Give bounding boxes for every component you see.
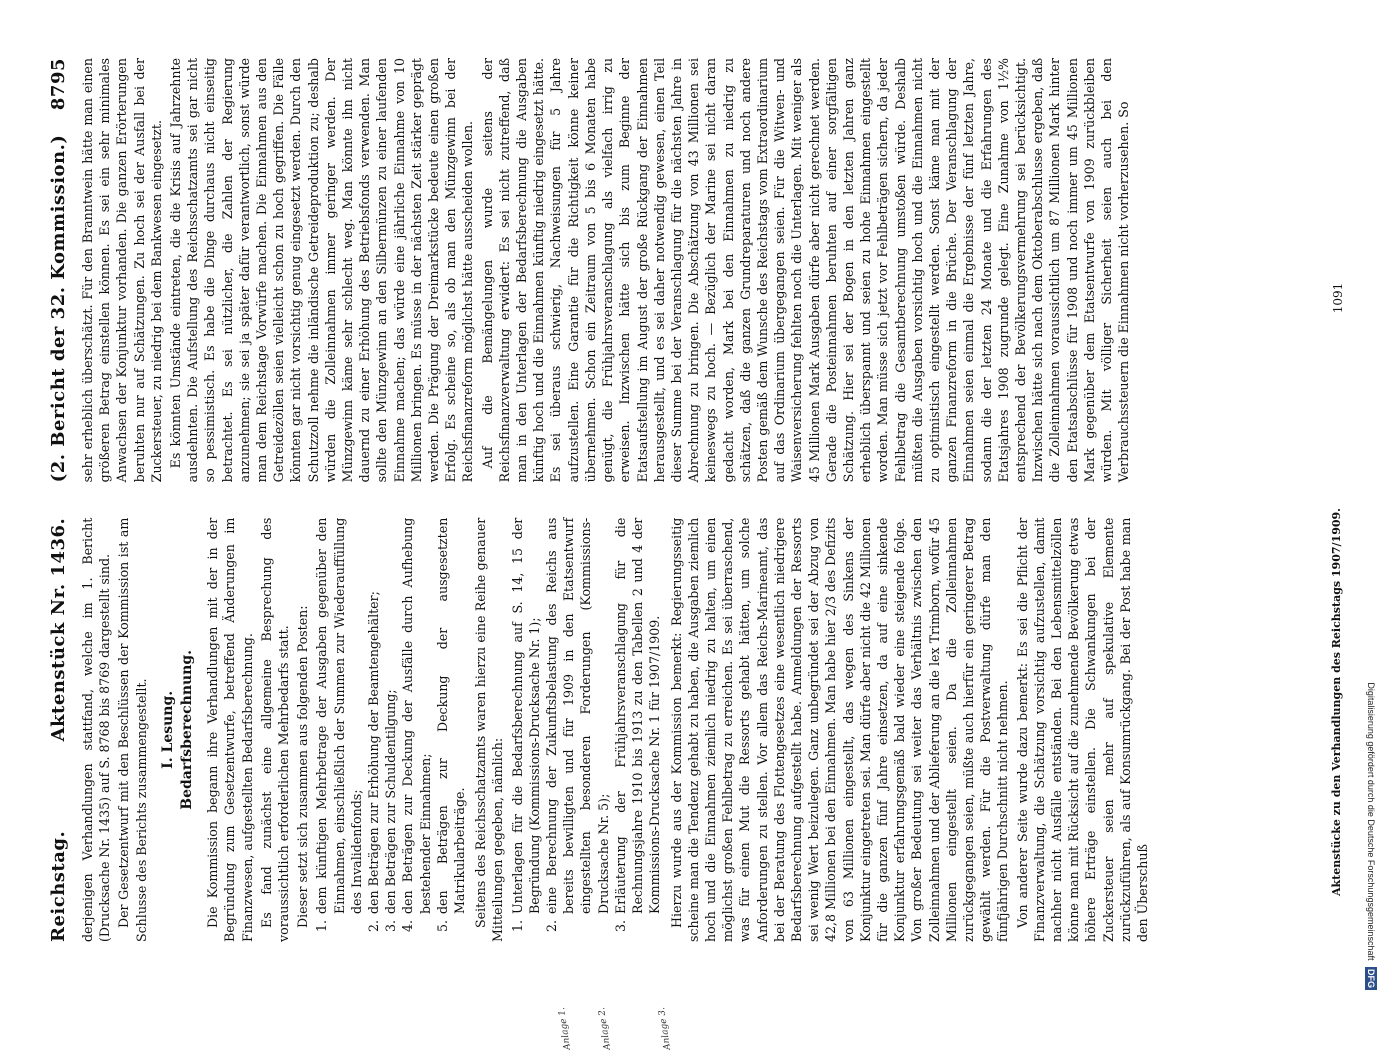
list-item — [509, 518, 543, 942]
list-number: 3. — [383, 920, 399, 933]
list-text: den Beträgen zur Deckung der Ausfälle durch Aufhebung bestehender Einnahmen; — [400, 517, 433, 914]
section-heading: I. Lesung. — [159, 690, 176, 769]
intro-paragraph-2: Der Gesetzentwurf mit den Beschlüssen der Kommission ist am Schlusse des Berichts zusammengestellt. — [116, 517, 149, 942]
dfg-logo: DFG — [1366, 969, 1376, 988]
paragraph-reichsschatzamt: Seitens des Reichsschatzamts waren hierzu eine Reihe genauer Mitteilungen gegeben, nämlich: — [473, 517, 506, 942]
funding-text: Digitalisierung gefördert durch die Deutsche Forschungsgemeinschaft — [1366, 682, 1376, 961]
paragraph-right-1: sehr erheblich überschätzt. Für den Branntwein hätte man einen größeren Betrag einstellen können. Es sei ein sehr minimales Anwachsen der Konjunktur vorhanden. Die ganzen Erörterungen beruhten nur auf Schätzungen. Zu hoch sei der Ausfall bei der Zuckersteuer, zu niedrig bei dem Bankwesen eingesetzt. — [80, 58, 164, 483]
list-item — [399, 518, 433, 942]
footer-page-number: 1091 — [1331, 282, 1345, 314]
paragraph-right-2: Es könnten Umstände eintreten, die die Krisis auf Jahrzehnte ausdehnten. Die Aufstellung des Reichsschatzamts sei gar nicht so pessimistisch. Es habe die Dinge durchaus nicht einseitig betrachtet. Es sei nützlicher, die Zahlen der Regierung anzunehmen; sie sei ja später dafür verantwortlich, sonst würde man dem Reichstage Vorwürfe machen. Die Einnahmen aus den Getreidezöllen seien vielleicht schon zu hoch gegriffen. Die Fälle könnten gar nicht vorsichtig genug eingesetzt werden. Durch den Schutzzoll nehme die inländische Getreideproduktion zu; deshalb würden die Zolleinnahmen immer geringer werden. Der Münzgewinn käme sehr schlecht weg. Man könnte ihn nicht dauernd zu einer Erhöhung des Betriebsfonds verwenden. Man sollte den Münzgewinn an den Silbermünzen zu einer laufenden Einnahme machen; das würde eine jährliche Einnahme von 10 Millionen bringen. Es müsse in der nächsten Zeit stärker geprägt werden. Die Prägung der Dreimarkstücke bedeute einen großen Erfolg. Es scheine so, als ob man den Münzgewinn bei der Reichsfinanzreform möglichst hätte ausscheiden wollen. — [168, 58, 476, 483]
margin-note-anlage-2: Anlage 2. — [597, 1006, 613, 1051]
list-number: 5. — [434, 920, 450, 933]
list-text: Erläuterung der Frühjahrsveranschlagung für die Rechnungsjahre 1910 bis 1913 zu den Tabellen 2 und 4 der Kommissions-Drucksache Nr. 1 für 1907/1909. — [612, 517, 663, 914]
header-left — [48, 518, 69, 942]
list-item — [434, 518, 468, 942]
list-item — [612, 518, 664, 942]
paragraph-hierzu: Hierzu wurde aus der Kommission bemerkt: Regierungsseitig scheine man die Tendenz gehabt zu haben, die Ausgaben ziemlich hoch und die Einnahmen ziemlich niedrig zu halten, um einen möglichst großen Fehlbetrag zu erreichen. Es sei überraschend, was für einen Mut die Ressorts gehabt hätten, um solche Anforderungen zu stellen. Vor allem das Reichs-Marineamt, das bei der Beratung des Flottengesetzes eine wesentlich niedrigere Bedarfsberechnung aufgestellt habe. Anmeldungen der Ressorts sei wenig Wert beizulegen. Ganz unbegründet sei der Abzug von 42,8 Millionen bei den Einnahmen. Man habe hier 2/3 des Defizits von 63 Millionen eingestellt, das wegen des Sinkens der Konjunktur eingetreten sei. Man dürfe aber nicht die 42 Millionen für die ganzen fünf Jahre einsetzen, da auf eine sinkende Konjunktur erfahrungsgemäß bald wieder eine steigende folge. Von großer Bedeutung sei weiter das Verhältnis zwischen den Zolleinnahmen und der Ablieferung an die lex Trimborn, wofür 45 Millionen eingestellt seien. Da die Zolleinnahmen zurückgegangen seien, müßte auch hierfür ein geringerer Betrag gewählt werden. Für die Postverwaltung dürfe man den fünfjährigen Durchschnitt nicht nehmen. — [668, 517, 1011, 942]
list-number: 2. — [544, 920, 560, 933]
list-number: 1. — [314, 920, 330, 933]
funding-note — [1365, 10, 1377, 990]
list-text: eine Berechnung der Zukunftsbelastung des Reichs aus bereits bewilligten und für 1909 in den Etatsentwurf eingestellten besonderen Forderungen (Kommissions-Drucksache Nr. 5); — [544, 517, 611, 914]
paragraph-right-3: Auf die Bemängelungen wurde seitens der Reichsfinanzverwaltung erwidert: Es sei nicht zutreffend, daß man in den Unterlagen der Bedarfsberechnung die Ausgaben künftig hoch und die Einnahmen künftig niedrig eingesetzt hätte. Es sei überaus schwierig, Nachweisungen für 5 Jahre aufzustellen. Eine Garantie für die Richtigkeit könne keiner übernehmen. Schon ein Zeitraum von 5 bis 6 Monaten habe genügt, die Frühjahrsveranschlagung als vielfach irrig zu erweisen. Inzwischen hätte sich bis zum Beginne der Etatsaufstellung im August der große Rückgang der Einnahmen herausgestellt, und es sei daher notwendig gewesen, einen Teil dieser Summe bei der Veranschlagung für die nächsten Jahre in Abrechnung zu bringen. Die Abschätzung von 43 Millionen sei keineswegs zu hoch. — Bezüglich der Marine sei nicht daran gedacht worden, Mark bei den Einnahmen zu niedrig zu schätzen, daß die ganzen Grundreparaturen und noch andere Posten gemäß dem Wunsche des Reichstags vom Extraordinarium auf das Ordinarium übergegangen seien. Für die Witwen- und Waisenversicherung fehlten noch die Unterlagen. Mit weniger als 45 Millionen Mark Ausgaben dürfe aber nicht gerechnet werden. Gerade die Posteinnahmen beruhten auf einer sorgfältigen Schätzung. Hier sei der Bogen in den letzten Jahren ganz erheblich überspannt und seien zu hohe Einnahmen eingestellt worden. Man müsse sich jetzt vor Fehlbeträgen sichern, da jeder Fehlbetrag die Gesamtberechnung umstoßen würde. Deshalb müßten die Ausgaben vorsichtig hoch und die Einnahmen nicht zu optimistisch eingestellt werden. Sonst käme man mit der ganzen Finanzreform in die Brüche. Der Veranschlagung der Einnahmen seien einmal die Ergebnisse der fünf letzten Jahre, sodann die der letzten 24 Monate und die Erfahrungen des Etatsjahres 1908 zugrunde gelegt. Eine Zunahme von 1½% entsprechend der Bevölkerungsvermehrung sei berücksichtigt. Inzwischen hätte sich nach dem Oktoberabschlusse ergeben, daß die Zolleinnahmen voraussichtlich um 87 Millionen Mark hinter den Etatsabschlüsse für 1908 und noch immer um 45 Millionen Mark gegenüber dem Etatsentwurfe von 1909 zurückbleiben würden. Mit völliger Sicherheit seien auch bei den Verbrauchssteuern die Einnahmen nicht vorherzusehen. So — [479, 58, 1132, 483]
list-number: 2. — [366, 920, 382, 933]
header-page-number: 8795 — [48, 58, 69, 111]
list-text: dem künftigen Mehrbetrage der Ausgaben gegenüber den Einnahmen, einschließlich der Summen zur Wiederauffüllung des Invalidenfonds; — [314, 517, 364, 914]
page-header — [48, 58, 69, 942]
header-document-number: Aktenstück Nr. 1436. — [48, 517, 69, 742]
section-subheading: Bedarfsberechnung. — [179, 649, 196, 810]
funding-sidebar — [1365, 10, 1377, 990]
list-item — [365, 518, 382, 942]
paragraph-posts: Dieser setzt sich zusammen aus folgenden Posten: — [295, 605, 311, 928]
paragraph-commission: Die Kommission begann ihre Verhandlungen mit der in der Begründung zum Gesetzentwurfe, betreffend Änderungen im Finanzwesen, aufgestellten Bedarfsberechnung. — [205, 517, 255, 942]
right-column — [79, 58, 1239, 482]
list-text: den Beträgen zur Deckung der ausgesetzten Matrikularbeiträge. — [434, 517, 468, 914]
list-item — [313, 518, 365, 942]
materials-list — [509, 518, 664, 942]
left-column — [79, 518, 1239, 942]
posts-list — [313, 518, 468, 942]
header-right — [48, 58, 69, 482]
header-report-title: (2. Bericht der 32. Kommission.) — [48, 134, 69, 483]
list-number: 3. — [612, 920, 628, 933]
paragraph-andererseits: Von anderer Seite wurde dazu bemerkt: Es sei die Pflicht der Finanzverwaltung, die Schätzung vorsichtig aufzustellen, damit nachher nicht Ausfälle entständen. Bei den Lebensmittelzöllen könne man mit Rücksicht auf die zunehmende Bevölkerung etwas höhere Erträge einstellen. Die Schwankungen bei der Zuckersteuer seien mehr auf spekulative Elemente zurückzuführen, als auf Konsumrückgang. Bei der Post habe man den Überschuß — [1014, 517, 1150, 942]
text-columns — [79, 58, 1239, 942]
footer-source: Aktenstücke zu den Verhandlungen des Reichstags 1907/1909. — [1330, 508, 1343, 896]
list-number: 4. — [400, 920, 416, 933]
list-number: 1. — [509, 920, 525, 933]
margin-note-anlage-3: Anlage 3. — [657, 1006, 673, 1051]
list-item — [543, 518, 612, 942]
margin-note-anlage-1: Anlage 1. — [557, 1006, 573, 1051]
paragraph-general: Es fand zunächst eine allgemeine Besprechung des voraussichtlich erforderlichen Mehrbedarfs statt. — [258, 517, 292, 942]
list-item — [382, 518, 399, 942]
list-text: Unterlagen für die Bedarfsberechnung auf S. 14, 15 der Begründung (Kommissions-Drucksache Nr. 1); — [509, 517, 542, 914]
list-text: den Beträgen zur Schuldentilgung; — [383, 689, 399, 914]
intro-paragraph-1: derjenigen Verhandlungen stattfand, welche im 1. Bericht (Drucksache Nr. 1435) auf S. 8768 bis 8769 dargestellt sind. — [80, 517, 113, 942]
list-text: den Beträgen zur Erhöhung der Beamtengehälter; — [366, 591, 382, 914]
header-reichstag: Reichstag. — [48, 830, 69, 942]
